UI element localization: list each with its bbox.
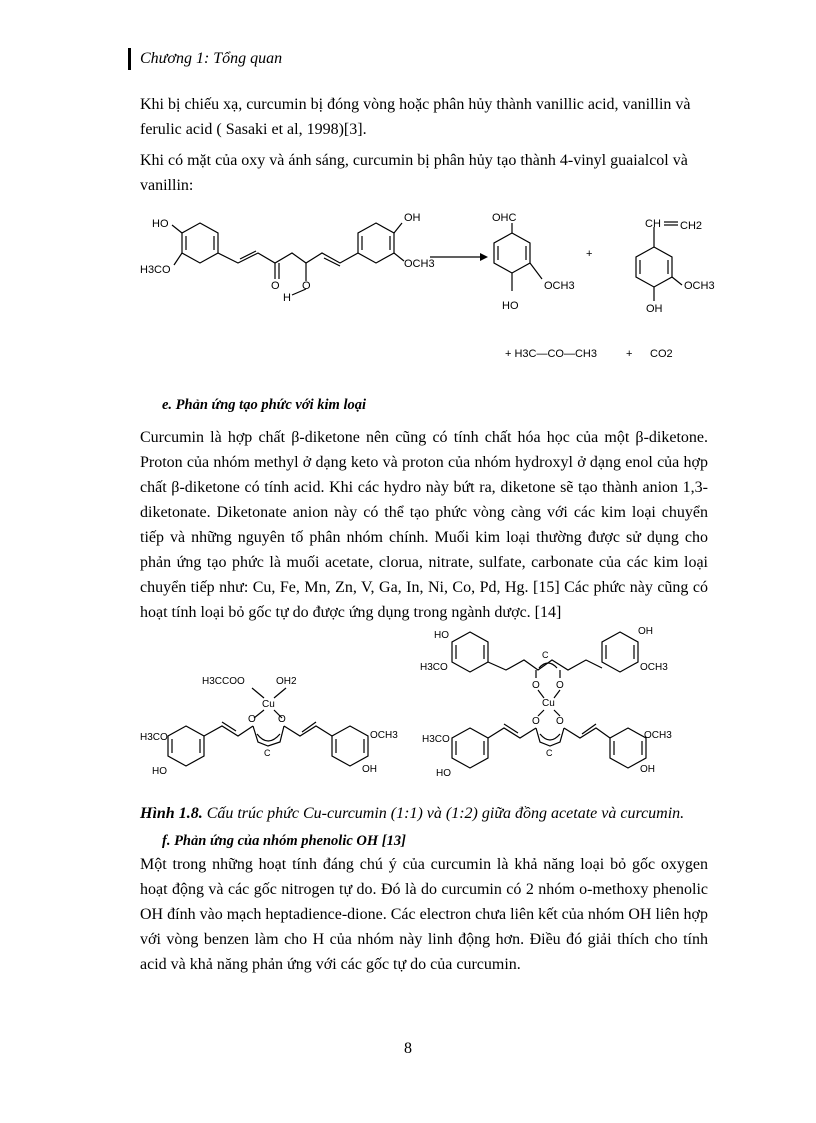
heading-phenolic-oh: f. Phản ứng của nhóm phenolic OH [13] xyxy=(162,833,406,849)
complex-1-2 xyxy=(420,626,672,779)
label-och3-1-1: OCH3 xyxy=(370,730,398,741)
label-o3-1-2: O xyxy=(532,716,540,727)
chapter-header xyxy=(128,48,282,70)
vinylguaiacol-ring xyxy=(636,247,672,287)
label-vinyl-och3: OCH3 xyxy=(684,280,715,292)
label-vinyl-ch2: CH2 xyxy=(680,220,703,232)
complex-1-1 xyxy=(140,676,398,777)
figure-cu-curcumin-complex xyxy=(140,618,700,788)
figure-curcumin-degradation xyxy=(140,205,715,370)
label-enol-o: O xyxy=(302,280,311,292)
left-benzene-ring xyxy=(182,223,218,263)
label-vanillin-oh: HO xyxy=(502,300,519,312)
label-h3co-top: H3CO xyxy=(420,662,448,673)
label-o1-1-1: O xyxy=(248,714,256,725)
label-ho-left: HO xyxy=(152,218,169,230)
label-h3co-1-1: H3CO xyxy=(140,732,168,743)
figure-caption xyxy=(140,805,684,823)
heading-metal-complex: e. Phản ứng tạo phức với kim loại xyxy=(162,397,366,413)
label-acetate-ligand: H3CCOO xyxy=(202,676,245,687)
label-co2: CO2 xyxy=(650,348,673,360)
label-o2-1-2: O xyxy=(556,680,564,691)
paragraph-metal-complex: Curcumin là hợp chất β-diketone nên cũng có tính chất hóa học của một β-diketone. Proton của nhóm methyl ở dạng keto và proton của nhóm hydroxyl ở dạng enol của hợp chất β-diketone có tính acid. Khi các hydro này bứt ra, diketone sẽ tạo thành anion 1,3-diketonate. Diketonate anion này có thể tạo phức vòng càng với các kim loại chuyển tiếp và những nguyên tố phân nhóm chính. Muối kim loại thường được sử dụng cho phản ứng tạo phức là muối acetate, clorua, nitrate, sulfate, carbonate của các kim loại chuyển tiếp như: Cu, Fe, Mn, Zn, V, Ga, In, Ni, Co, Pd, Hg. [15] Các phức này cũng có hoạt tính loại bỏ gốc tự do được ứng dụng trong ngành dược. [14] xyxy=(140,429,708,621)
right-benzene-ring xyxy=(358,223,394,263)
paragraph-irradiation: Khi bị chiếu xạ, curcumin bị đóng vòng hoặc phân hủy thành vanillic acid, vanillin và ferulic acid ( Sasaki et al, 1998)[3]. xyxy=(140,96,691,138)
label-water-ligand: OH2 xyxy=(276,676,297,687)
label-o1-1-2: O xyxy=(532,680,540,691)
label-o2-1-1: O xyxy=(278,714,286,725)
vanillin-ring xyxy=(494,233,530,273)
label-oh-top: OH xyxy=(638,626,653,637)
label-cu-1-2: Cu xyxy=(542,698,555,709)
label-c-1-1: C xyxy=(264,748,271,758)
label-och3-bottom: OCH3 xyxy=(644,730,672,741)
label-vinyl-ch: CH xyxy=(645,218,661,230)
label-oh-bottom: OH xyxy=(640,764,655,775)
label-och3-right: OCH3 xyxy=(404,258,435,270)
plus-sign-2: + xyxy=(626,348,633,360)
label-o4-1-2: O xyxy=(556,716,564,727)
label-enol-h: H xyxy=(283,292,291,304)
label-keto-o: O xyxy=(271,280,280,292)
label-ho-1-1: HO xyxy=(152,766,167,777)
label-oh-right: OH xyxy=(404,212,421,224)
page-number: 8 xyxy=(404,1040,412,1057)
label-cu-1-1: Cu xyxy=(262,699,275,710)
paragraph-oxygen-light: Khi có mặt của oxy và ánh sáng, curcumin bị phân hủy tạo thành 4-vinyl guaialcol và vanillin: xyxy=(140,152,688,194)
label-vanillin-cho: OHC xyxy=(492,212,517,224)
label-ho-bottom: HO xyxy=(436,768,451,779)
caption-label: Hình 1.8. xyxy=(140,805,203,822)
label-och3-top: OCH3 xyxy=(640,662,668,673)
label-c-bottom: C xyxy=(546,748,553,758)
label-acetone: + H3C—CO—CH3 xyxy=(505,348,597,360)
label-c-top: C xyxy=(542,650,549,660)
chapter-title: Chương 1: Tổng quan xyxy=(140,50,283,67)
caption-text: Cấu trúc phức Cu-curcumin (1:1) và (1:2) giữa đồng acetate và curcumin. xyxy=(202,805,685,822)
label-h3co-left: H3CO xyxy=(140,264,171,276)
label-h3co-bottom: H3CO xyxy=(422,734,450,745)
label-oh-1-1: OH xyxy=(362,764,377,775)
label-vinyl-oh: OH xyxy=(646,303,663,315)
label-vanillin-och3: OCH3 xyxy=(544,280,575,292)
label-ho-top: HO xyxy=(434,630,449,641)
paragraph-phenolic-oh: Một trong những hoạt tính đáng chú ý của curcumin là khả năng loại bỏ gốc oxygen hoạt động và các gốc nitrogen tự do. Đó là do curcumin có 2 nhóm o-methoxy phenolic OH đính vào mạch heptadience-dione. Các electron chưa liên kết của nhóm OH liên hợp với vòng benzen làm cho H của nhóm này linh động hơn. Điều đó giải thích cho tính acid và khả năng phản ứng với các gốc tự do của curcumin. xyxy=(140,856,708,973)
plus-sign-1: + xyxy=(586,248,593,260)
